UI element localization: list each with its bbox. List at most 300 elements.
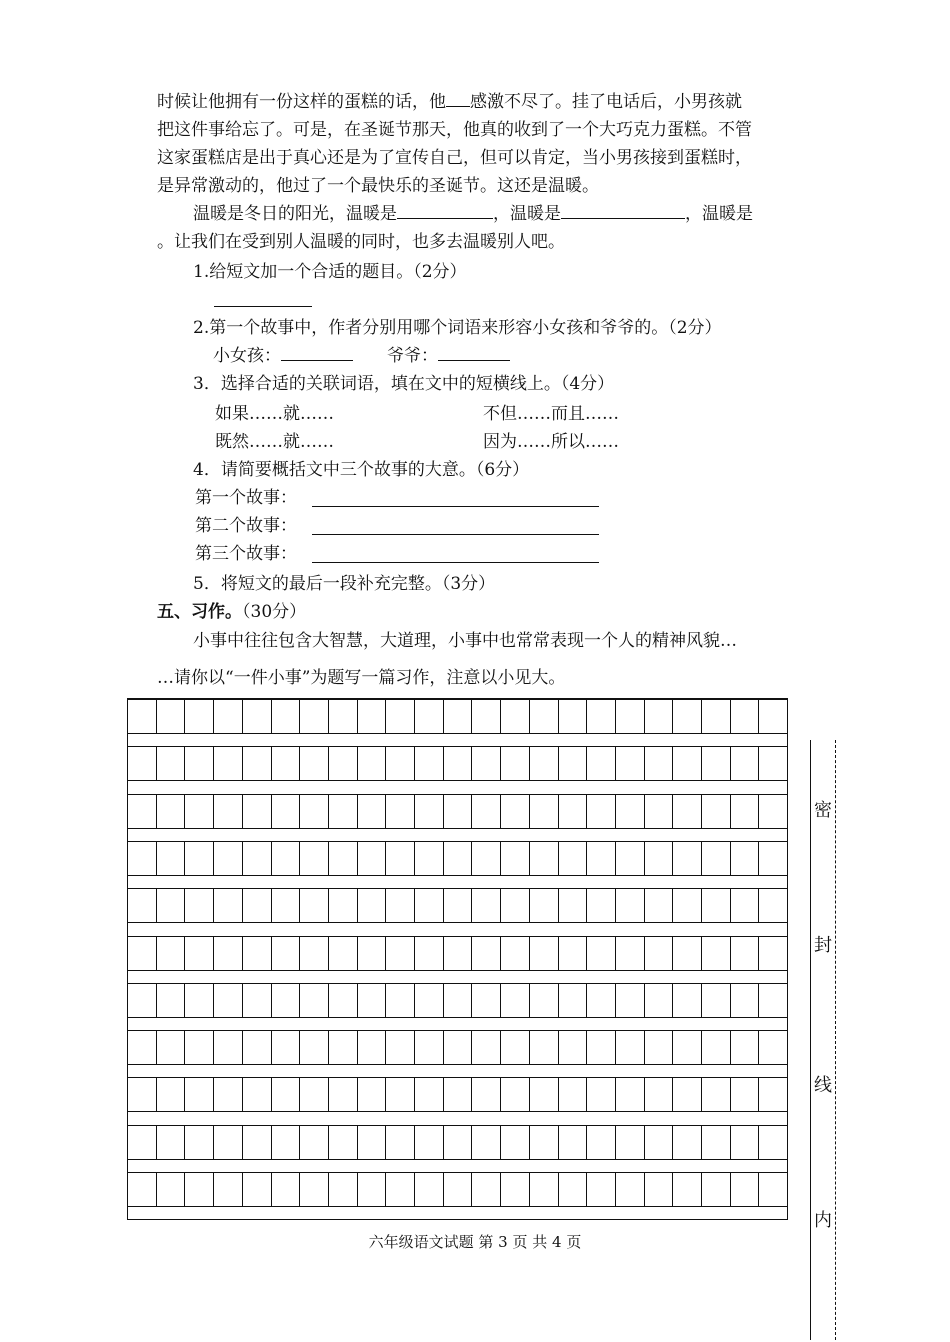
grid-cell[interactable]: [645, 1078, 674, 1111]
grid-cell[interactable]: [157, 889, 186, 922]
grid-cell[interactable]: [157, 1031, 186, 1064]
seal-char-xian: 线: [814, 1075, 832, 1096]
story-line-4: 是异常激动的，他过了一个最快乐的圣诞节。这还是温暖。: [157, 176, 599, 196]
grid-cell[interactable]: [645, 795, 674, 828]
grid-cell[interactable]: [272, 1173, 301, 1206]
grid-cell[interactable]: [731, 889, 760, 922]
grid-cell[interactable]: [559, 747, 588, 780]
grid-cell[interactable]: [185, 889, 214, 922]
grid-cell[interactable]: [444, 700, 473, 733]
conjunction-option-1: 如果……就……: [215, 404, 334, 424]
grandpa-answer-blank[interactable]: [438, 342, 510, 361]
grid-cell[interactable]: [157, 1173, 186, 1206]
grid-cell[interactable]: [185, 1173, 214, 1206]
grid-cell[interactable]: [128, 937, 157, 970]
grid-cell[interactable]: [415, 1173, 444, 1206]
grid-cell[interactable]: [759, 747, 787, 780]
grid-cell[interactable]: [358, 1173, 387, 1206]
grid-cell[interactable]: [386, 795, 415, 828]
grid-cell[interactable]: [185, 1126, 214, 1159]
grid-cell[interactable]: [587, 842, 616, 875]
grid-cell[interactable]: [702, 1031, 731, 1064]
grid-cell[interactable]: [185, 842, 214, 875]
grid-cell[interactable]: [157, 700, 186, 733]
answer-blank[interactable]: [397, 200, 493, 219]
grid-row: [128, 1077, 787, 1112]
grid-cell[interactable]: [616, 747, 645, 780]
grid-cell[interactable]: [673, 842, 702, 875]
grid-cell[interactable]: [386, 1126, 415, 1159]
grid-cell[interactable]: [415, 747, 444, 780]
grid-cell[interactable]: [243, 700, 272, 733]
grid-cell[interactable]: [702, 795, 731, 828]
grid-cell[interactable]: [157, 1126, 186, 1159]
grid-cell[interactable]: [501, 889, 530, 922]
grid-cell[interactable]: [128, 1031, 157, 1064]
grid-cell[interactable]: [444, 795, 473, 828]
grid-cell[interactable]: [185, 984, 214, 1017]
grid-cell[interactable]: [300, 747, 329, 780]
grid-cell[interactable]: [587, 700, 616, 733]
grid-row: [128, 1125, 787, 1160]
grid-cell[interactable]: [645, 937, 674, 970]
story-1-summary-line[interactable]: [312, 506, 599, 507]
page-footer: 六年级语文试题 第 3 页 共 4 页: [368, 1233, 582, 1251]
grid-row: [128, 888, 787, 923]
grid-cell[interactable]: [645, 1126, 674, 1159]
grid-cell[interactable]: [530, 795, 559, 828]
grid-cell[interactable]: [214, 700, 243, 733]
grid-cell[interactable]: [472, 889, 501, 922]
grid-cell[interactable]: [559, 795, 588, 828]
grid-cell[interactable]: [329, 842, 358, 875]
grid-cell[interactable]: [243, 1078, 272, 1111]
grid-cell[interactable]: [759, 700, 787, 733]
grid-cell[interactable]: [759, 795, 787, 828]
grid-cell[interactable]: [386, 1031, 415, 1064]
grid-cell[interactable]: [272, 984, 301, 1017]
grid-row: [128, 936, 787, 971]
grid-cell[interactable]: [559, 1173, 588, 1206]
grid-cell[interactable]: [128, 747, 157, 780]
grid-cell[interactable]: [673, 747, 702, 780]
grid-cell[interactable]: [559, 889, 588, 922]
grid-cell[interactable]: [645, 1173, 674, 1206]
grid-cell[interactable]: [616, 1031, 645, 1064]
grid-cell[interactable]: [702, 747, 731, 780]
grid-cell[interactable]: [128, 984, 157, 1017]
grid-cell[interactable]: [329, 1173, 358, 1206]
grid-cell[interactable]: [731, 700, 760, 733]
grid-cell[interactable]: [501, 1126, 530, 1159]
story-1-summary-label: 第一个故事：: [195, 488, 297, 508]
grid-cell[interactable]: [272, 842, 301, 875]
grid-row: [128, 1030, 787, 1065]
grid-cell[interactable]: [587, 1173, 616, 1206]
grid-cell[interactable]: [530, 1126, 559, 1159]
story-last-line: 。让我们在受到别人温暖的同时，也多去温暖别人吧。: [157, 232, 565, 252]
grid-cell[interactable]: [358, 889, 387, 922]
girl-answer-blank[interactable]: [281, 342, 353, 361]
grid-cell[interactable]: [272, 700, 301, 733]
grid-cell[interactable]: [501, 984, 530, 1017]
grid-cell[interactable]: [157, 937, 186, 970]
grid-cell[interactable]: [559, 842, 588, 875]
story-text: ，温暖是: [493, 204, 561, 224]
grid-cell[interactable]: [128, 1078, 157, 1111]
conjunction-option-4: 因为……所以……: [483, 432, 619, 452]
grid-cell[interactable]: [415, 1031, 444, 1064]
grid-cell[interactable]: [702, 842, 731, 875]
grid-cell[interactable]: [329, 747, 358, 780]
grid-cell[interactable]: [759, 1173, 787, 1206]
grid-cell[interactable]: [673, 1031, 702, 1064]
grid-cell[interactable]: [214, 984, 243, 1017]
grid-cell[interactable]: [128, 795, 157, 828]
grid-cell[interactable]: [300, 1126, 329, 1159]
grid-cell[interactable]: [444, 984, 473, 1017]
question-2-answers: [213, 342, 510, 370]
answer-blank[interactable]: [446, 88, 470, 107]
grid-cell[interactable]: [272, 937, 301, 970]
grid-cell[interactable]: [501, 700, 530, 733]
grid-cell[interactable]: [329, 1126, 358, 1159]
grid-cell[interactable]: [415, 842, 444, 875]
grid-cell[interactable]: [673, 1173, 702, 1206]
grid-cell[interactable]: [759, 842, 787, 875]
grid-cell[interactable]: [358, 700, 387, 733]
grid-cell[interactable]: [300, 842, 329, 875]
grid-cell[interactable]: [587, 937, 616, 970]
grid-cell[interactable]: [559, 1078, 588, 1111]
grid-cell[interactable]: [157, 747, 186, 780]
grid-cell[interactable]: [300, 1078, 329, 1111]
grid-cell[interactable]: [587, 984, 616, 1017]
story-2-summary-line[interactable]: [312, 534, 599, 535]
grid-cell[interactable]: [272, 1078, 301, 1111]
grid-cell[interactable]: [329, 889, 358, 922]
grid-cell[interactable]: [530, 937, 559, 970]
grid-cell[interactable]: [386, 842, 415, 875]
section-5-title: 五、习作。: [157, 602, 242, 622]
seal-dashed-line: [835, 740, 836, 1340]
story-line-2: 把这件事给忘了。可是，在圣诞节那天，他真的收到了一个大巧克力蛋糕。不管: [157, 120, 752, 140]
grid-cell[interactable]: [472, 937, 501, 970]
grid-cell[interactable]: [731, 937, 760, 970]
grid-cell[interactable]: [645, 984, 674, 1017]
grid-cell[interactable]: [645, 889, 674, 922]
grid-cell[interactable]: [731, 747, 760, 780]
story-last-paragraph: [193, 200, 843, 228]
grid-cell[interactable]: [645, 747, 674, 780]
grid-cell[interactable]: [185, 700, 214, 733]
grid-cell[interactable]: [128, 1126, 157, 1159]
seal-char-feng: 封: [814, 935, 832, 956]
grid-cell[interactable]: [702, 937, 731, 970]
grid-cell[interactable]: [386, 1078, 415, 1111]
grid-cell[interactable]: [759, 1031, 787, 1064]
grid-cell[interactable]: [243, 747, 272, 780]
grid-cell[interactable]: [185, 1078, 214, 1111]
grid-cell[interactable]: [243, 1031, 272, 1064]
answer-blank[interactable]: [561, 200, 685, 219]
grid-cell[interactable]: [157, 1078, 186, 1111]
story-2-summary-label: 第二个故事：: [195, 516, 297, 536]
grid-cell[interactable]: [243, 1173, 272, 1206]
grid-cell[interactable]: [559, 700, 588, 733]
grid-cell[interactable]: [501, 795, 530, 828]
grid-cell[interactable]: [272, 1031, 301, 1064]
grid-cell[interactable]: [272, 889, 301, 922]
writing-prompt-line-2: …请你以“一件小事”为题写一篇习作，注意以小见大。: [157, 668, 566, 688]
grid-cell[interactable]: [272, 795, 301, 828]
grid-cell[interactable]: [530, 700, 559, 733]
grid-cell[interactable]: [616, 889, 645, 922]
grid-cell[interactable]: [587, 1078, 616, 1111]
grid-cell[interactable]: [272, 747, 301, 780]
question-4: 4．请简要概括文中三个故事的大意。（6分）: [193, 460, 530, 480]
grid-cell[interactable]: [300, 700, 329, 733]
grid-cell[interactable]: [329, 1078, 358, 1111]
grid-cell[interactable]: [559, 1126, 588, 1159]
grid-row: [128, 1172, 787, 1207]
grid-cell[interactable]: [501, 937, 530, 970]
grid-cell[interactable]: [530, 889, 559, 922]
grid-cell[interactable]: [444, 889, 473, 922]
grid-cell[interactable]: [616, 1173, 645, 1206]
grid-cell[interactable]: [731, 795, 760, 828]
question-2: 2.第一个故事中，作者分别用哪个词语来形容小女孩和爷爷的。（2分）: [193, 318, 722, 338]
question-1: 1.给短文加一个合适的题目。（2分）: [193, 262, 467, 282]
grid-cell[interactable]: [272, 1126, 301, 1159]
grid-cell[interactable]: [444, 1173, 473, 1206]
grid-cell[interactable]: [616, 842, 645, 875]
grandpa-label: 爷爷：: [387, 346, 438, 366]
grid-cell[interactable]: [702, 889, 731, 922]
grid-cell[interactable]: [300, 1031, 329, 1064]
grid-cell[interactable]: [358, 842, 387, 875]
grid-cell[interactable]: [472, 1031, 501, 1064]
grid-cell[interactable]: [731, 984, 760, 1017]
grid-cell[interactable]: [415, 984, 444, 1017]
grid-cell[interactable]: [329, 937, 358, 970]
grid-cell[interactable]: [185, 795, 214, 828]
story-3-summary-label: 第三个故事：: [195, 544, 297, 564]
grid-cell[interactable]: [214, 747, 243, 780]
grid-row: [128, 841, 787, 876]
grid-cell[interactable]: [415, 1078, 444, 1111]
grid-cell[interactable]: [702, 700, 731, 733]
grid-cell[interactable]: [329, 795, 358, 828]
grid-cell[interactable]: [415, 795, 444, 828]
grid-cell[interactable]: [214, 889, 243, 922]
grid-cell[interactable]: [358, 747, 387, 780]
grid-cell[interactable]: [157, 984, 186, 1017]
grid-cell[interactable]: [300, 795, 329, 828]
grid-cell[interactable]: [128, 700, 157, 733]
grid-cell[interactable]: [444, 937, 473, 970]
grid-cell[interactable]: [702, 1126, 731, 1159]
grid-cell[interactable]: [759, 984, 787, 1017]
grid-cell[interactable]: [645, 842, 674, 875]
grid-cell[interactable]: [415, 1126, 444, 1159]
grid-cell[interactable]: [472, 1126, 501, 1159]
grid-cell[interactable]: [645, 700, 674, 733]
grid-cell[interactable]: [243, 984, 272, 1017]
grid-cell[interactable]: [616, 1126, 645, 1159]
grid-cell[interactable]: [673, 1078, 702, 1111]
grid-cell[interactable]: [444, 1031, 473, 1064]
grid-cell[interactable]: [358, 1031, 387, 1064]
grid-cell[interactable]: [128, 842, 157, 875]
grid-cell[interactable]: [472, 747, 501, 780]
grid-cell[interactable]: [415, 700, 444, 733]
grid-cell[interactable]: [673, 1126, 702, 1159]
grid-cell[interactable]: [559, 937, 588, 970]
grid-cell[interactable]: [530, 1078, 559, 1111]
grid-cell[interactable]: [673, 937, 702, 970]
grid-cell[interactable]: [386, 889, 415, 922]
seal-char-nei: 内: [814, 1210, 832, 1231]
story-text: 时候让他拥有一份这样的蛋糕的话，他: [157, 92, 446, 112]
grid-cell[interactable]: [587, 1031, 616, 1064]
grid-cell[interactable]: [300, 984, 329, 1017]
grid-cell[interactable]: [759, 889, 787, 922]
grid-cell[interactable]: [472, 1078, 501, 1111]
grid-cell[interactable]: [128, 889, 157, 922]
grid-cell[interactable]: [501, 842, 530, 875]
grid-cell[interactable]: [587, 747, 616, 780]
grid-cell[interactable]: [243, 937, 272, 970]
grid-cell[interactable]: [128, 1173, 157, 1206]
grid-cell[interactable]: [472, 700, 501, 733]
grid-cell[interactable]: [358, 1126, 387, 1159]
grid-cell[interactable]: [501, 1031, 530, 1064]
grid-cell[interactable]: [243, 889, 272, 922]
grid-cell[interactable]: [243, 795, 272, 828]
grid-cell[interactable]: [759, 1078, 787, 1111]
grid-cell[interactable]: [702, 1078, 731, 1111]
section-5-heading: [157, 598, 306, 626]
grid-cell[interactable]: [300, 937, 329, 970]
grid-cell[interactable]: [214, 1031, 243, 1064]
grid-cell[interactable]: [386, 1173, 415, 1206]
grid-cell[interactable]: [300, 889, 329, 922]
grid-cell[interactable]: [214, 937, 243, 970]
grid-cell[interactable]: [185, 1031, 214, 1064]
question-5: 5．将短文的最后一段补充完整。（3分）: [193, 574, 496, 594]
grid-cell[interactable]: [530, 747, 559, 780]
grid-cell[interactable]: [673, 795, 702, 828]
grid-cell[interactable]: [386, 984, 415, 1017]
grid-cell[interactable]: [472, 984, 501, 1017]
grid-cell[interactable]: [444, 1126, 473, 1159]
grid-cell[interactable]: [358, 984, 387, 1017]
grid-cell[interactable]: [530, 984, 559, 1017]
grid-cell[interactable]: [616, 984, 645, 1017]
grid-cell[interactable]: [444, 747, 473, 780]
grid-cell[interactable]: [386, 937, 415, 970]
grid-cell[interactable]: [673, 984, 702, 1017]
grid-cell[interactable]: [243, 842, 272, 875]
grid-cell[interactable]: [329, 984, 358, 1017]
grid-cell[interactable]: [530, 1031, 559, 1064]
composition-grid[interactable]: [127, 698, 788, 1220]
grid-cell[interactable]: [673, 889, 702, 922]
grid-cell[interactable]: [157, 795, 186, 828]
grid-cell[interactable]: [645, 1031, 674, 1064]
grid-row: [128, 746, 787, 781]
grid-cell[interactable]: [759, 1126, 787, 1159]
grid-cell[interactable]: [702, 984, 731, 1017]
grid-cell[interactable]: [472, 842, 501, 875]
grid-cell[interactable]: [214, 1078, 243, 1111]
grid-cell[interactable]: [616, 1078, 645, 1111]
grid-cell[interactable]: [501, 1078, 530, 1111]
grid-cell[interactable]: [386, 747, 415, 780]
grid-cell[interactable]: [415, 889, 444, 922]
grid-cell[interactable]: [157, 842, 186, 875]
grid-cell[interactable]: [185, 937, 214, 970]
writing-prompt-line-1: 小事中往往包含大智慧，大道理，小事中也常常表现一个人的精神风貌…: [193, 631, 737, 651]
grid-cell[interactable]: [329, 1031, 358, 1064]
question-3: 3．选择合适的关联词语，填在文中的短横线上。（4分）: [193, 374, 615, 394]
grid-cell[interactable]: [530, 1173, 559, 1206]
grid-cell[interactable]: [243, 1126, 272, 1159]
grid-cell[interactable]: [214, 795, 243, 828]
grid-cell[interactable]: [358, 937, 387, 970]
grid-cell[interactable]: [472, 795, 501, 828]
grid-cell[interactable]: [587, 795, 616, 828]
grid-cell[interactable]: [214, 842, 243, 875]
grid-cell[interactable]: [501, 1173, 530, 1206]
grid-cell[interactable]: [185, 747, 214, 780]
grid-cell[interactable]: [214, 1173, 243, 1206]
grid-cell[interactable]: [616, 700, 645, 733]
grid-cell[interactable]: [731, 842, 760, 875]
grid-cell[interactable]: [587, 1126, 616, 1159]
grid-cell[interactable]: [616, 937, 645, 970]
grid-cell[interactable]: [731, 1031, 760, 1064]
grid-cell[interactable]: [759, 937, 787, 970]
grid-cell[interactable]: [329, 700, 358, 733]
grid-cell[interactable]: [214, 1126, 243, 1159]
girl-label: 小女孩：: [213, 346, 281, 366]
grid-cell[interactable]: [731, 1078, 760, 1111]
grid-cell[interactable]: [358, 795, 387, 828]
grid-cell[interactable]: [559, 1031, 588, 1064]
grid-cell[interactable]: [472, 1173, 501, 1206]
story-line-3: 这家蛋糕店是出于真心还是为了宣传自己，但可以肯定，当小男孩接到蛋糕时，: [157, 148, 752, 168]
grid-cell[interactable]: [673, 700, 702, 733]
grid-cell[interactable]: [702, 1173, 731, 1206]
grid-cell[interactable]: [530, 842, 559, 875]
grid-cell[interactable]: [415, 937, 444, 970]
grid-cell[interactable]: [731, 1126, 760, 1159]
grid-cell[interactable]: [444, 842, 473, 875]
story-3-summary-line[interactable]: [312, 562, 599, 563]
grid-cell[interactable]: [358, 1078, 387, 1111]
grid-cell[interactable]: [501, 747, 530, 780]
grid-cell[interactable]: [587, 889, 616, 922]
grid-cell[interactable]: [616, 795, 645, 828]
grid-cell[interactable]: [559, 984, 588, 1017]
grid-cell[interactable]: [444, 1078, 473, 1111]
grid-cell[interactable]: [731, 1173, 760, 1206]
grid-cell[interactable]: [300, 1173, 329, 1206]
grid-cell[interactable]: [386, 700, 415, 733]
question-1-answer-line[interactable]: [214, 306, 312, 307]
